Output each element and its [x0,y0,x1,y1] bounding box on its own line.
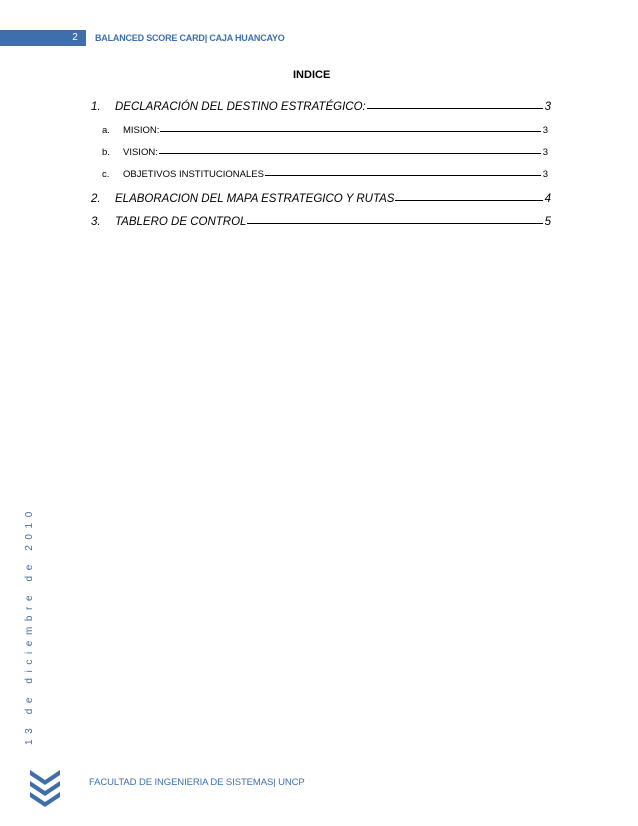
toc-entry-label: VISION: [123,147,158,158]
toc-entry[interactable] [91,216,551,228]
toc-leader-line [159,153,541,154]
toc-entry[interactable] [102,147,548,158]
toc-entry-page: 3 [542,147,548,158]
toc-entry[interactable] [102,169,548,180]
toc-entry-number: c. [102,169,110,180]
toc-leader-line [367,108,543,109]
toc-leader-line [395,200,542,201]
page-number: 2 [72,32,78,43]
toc-entry[interactable] [102,125,548,136]
toc-entry[interactable] [91,193,551,205]
side-date: 13 de diciembre de 2010 [24,506,35,745]
toc-entry-number: 1. [91,101,101,113]
toc-entry-page: 3 [544,101,551,113]
toc-title: INDICE [293,69,331,81]
toc-entry[interactable] [91,101,551,113]
toc-leader-line [265,175,541,176]
toc-entry-number: a. [102,125,110,136]
toc-entry-page: 3 [542,125,548,136]
toc-entry-label: DECLARACIÓN DEL DESTINO ESTRATÉGICO: [115,101,366,113]
toc-entry-number: 2. [91,193,101,205]
toc-entry-page: 5 [544,216,551,228]
toc-leader-line [247,223,542,224]
toc-leader-line [160,131,540,132]
header-title: BALANCED SCORE CARD| CAJA HUANCAYO [95,33,285,43]
toc-entry-label: ELABORACION DEL MAPA ESTRATEGICO Y RUTAS [115,193,395,205]
toc-entry-label: TABLERO DE CONTROL [115,216,247,228]
toc-entry-number: b. [102,147,110,158]
toc-entry-label: OBJETIVOS INSTITUCIONALES [123,169,264,180]
toc-entry-number: 3. [91,216,101,228]
toc-entry-label: MISION: [123,125,160,136]
toc-entry-page: 3 [542,169,548,180]
footer-text: FACULTAD DE INGENIERIA DE SISTEMAS| UNCP [89,777,305,788]
toc-entry-page: 4 [544,193,551,205]
chevron-down-icon [28,768,62,817]
